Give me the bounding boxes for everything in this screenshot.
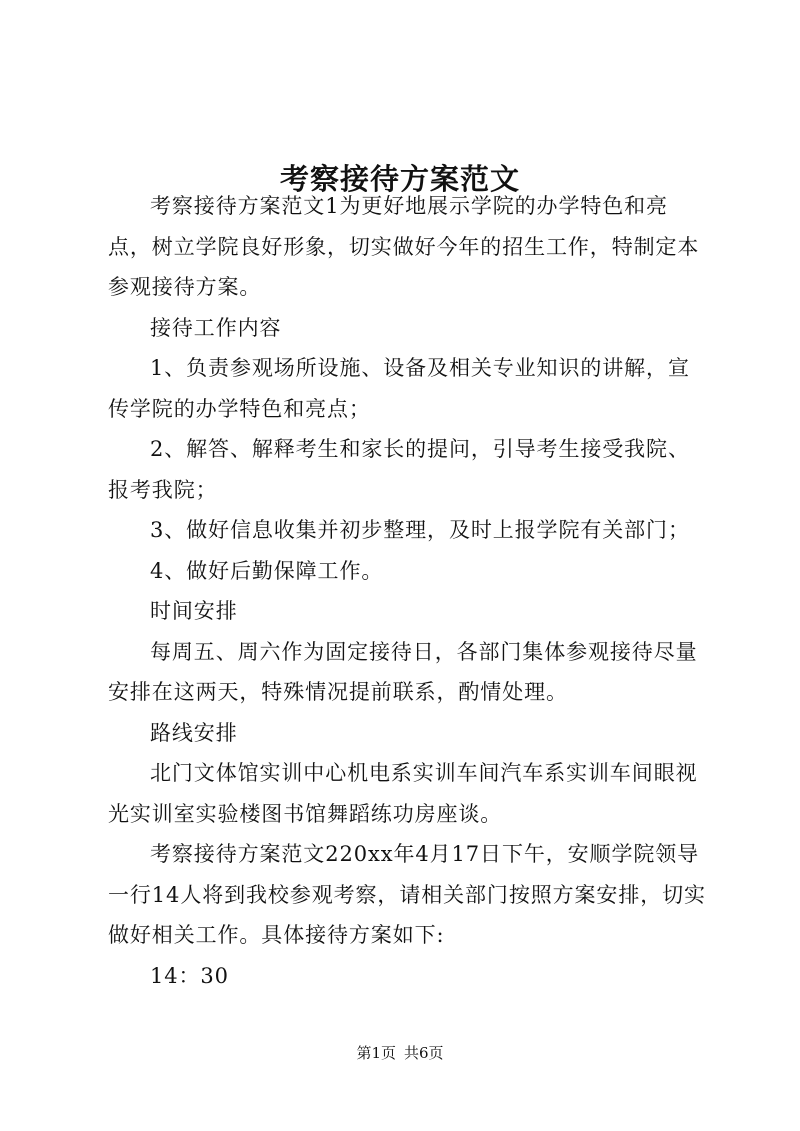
document-body bbox=[108, 186, 708, 996]
page-number: 第1页 bbox=[356, 1044, 396, 1062]
paragraph-sample-2: 考察接待方案范文220xx年4月17日下午，安顺学院领导一行14人将到我校参观考察，请相关部门按照方案安排，切实做好相关工作。具体接待方案如下: bbox=[108, 842, 706, 947]
document-title: 考察接待方案范文 bbox=[279, 162, 520, 197]
paragraph-intro: 考察接待方案范文1为更好地展示学院的办学特色和亮点，树立学院良好形象，切实做好今年的招生工作，特制定本参观接待方案。 bbox=[108, 194, 700, 299]
list-item-1: 1、负责参观场所设施、设备及相关专业知识的讲解，宣传学院的办学特色和亮点； bbox=[108, 356, 690, 421]
paragraph-route: 北门文体馆实训中心机电系实训车间汽车系实训车间眼视光实训室实验楼图书馆舞蹈练功房座谈。 bbox=[108, 761, 698, 826]
page-total: 共6页 bbox=[404, 1044, 444, 1062]
paragraph-time: 每周五、周六作为固定接待日，各部门集体参观接待尽量安排在这两天，特殊情况提前联系，酌情处理。 bbox=[108, 639, 698, 704]
section-heading-reception-content: 接待工作内容 bbox=[150, 315, 282, 340]
paragraph-time-1430: 14：30 bbox=[150, 963, 229, 988]
list-item-3: 3、做好信息收集并初步整理，及时上报学院有关部门； bbox=[150, 518, 690, 542]
section-heading-time: 时间安排 bbox=[150, 599, 238, 623]
list-item-4: 4、做好后勤保障工作。 bbox=[150, 558, 384, 583]
list-item-2: 2、解答、解释考生和家长的提问，引导考生接受我院、报考我院； bbox=[108, 437, 690, 502]
page-footer bbox=[0, 1043, 800, 1063]
section-heading-route: 路线安排 bbox=[150, 720, 238, 745]
